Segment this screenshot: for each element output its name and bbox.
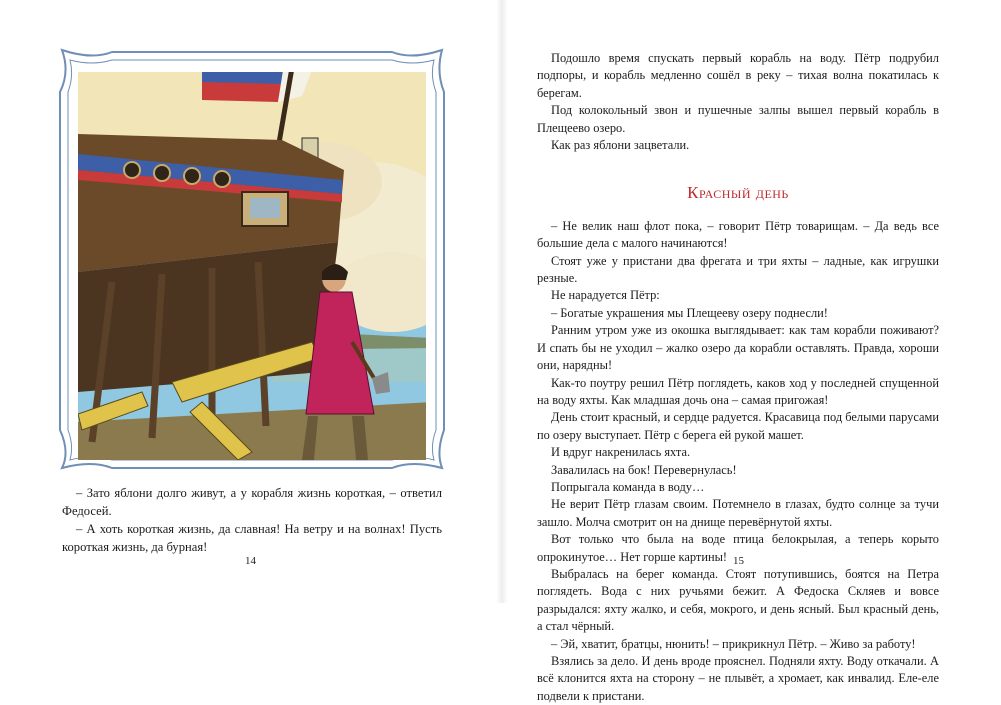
paragraph: Как-то поутру решил Пётр поглядеть, каков ход у последней спущенной на воду яхты. Как младшая дочь она – самая пригожая!	[537, 375, 939, 407]
page-number-left: 14	[245, 555, 256, 567]
paragraph: Вот только что была на воде птица белокрылая, а теперь корыто опрокинутое… Нет горше картины!	[537, 532, 939, 564]
paragraph: Взялись за дело. И день вроде прояснел. Подняли яхту. Воду откачали. А всё клонится яхта на сторону – не плывёт, а хромает, как инвалид. Еле-еле подвели к пристани.	[537, 654, 939, 703]
illustration-ship-launch	[52, 42, 452, 474]
paragraph: Ранним утром уже из окошка выглядывает: как там корабли поживают? И спать бы не уходил – жалко озеро да корабли оставлять. Правда, хороши они, нарядны!	[537, 323, 939, 373]
paragraph: День стоит красный, и сердце радуется. Красавица под белыми парусами по озеру выступает. Пётр с берега ей рукой машет.	[537, 410, 939, 442]
paragraph: Завалилась на бок! Перевернулась!	[551, 462, 737, 477]
paragraph: Стоят уже у пристани два фрегата и три яхты – ладные, как игрушки резные.	[537, 253, 939, 286]
page-number-right: 15	[733, 555, 744, 567]
chapter-heading: Красный день	[687, 183, 789, 203]
paragraph: – Богатые украшения мы Плещееву озеру поднесли!	[551, 305, 828, 320]
paragraph: – Эй, хватит, братцы, нюнить! – прикрикнул Пётр. – Живо за работу!	[551, 636, 916, 651]
paragraph: Подошло время спускать первый корабль на воду. Пётр подрубил подпоры, и корабль медленно сошёл в реку – тихая волна покатилась к берегам.	[537, 51, 939, 100]
paragraph: – Не велик наш флот пока, – говорит Пётр товарищам. – Да ведь все большие дела с малого начинаются!	[537, 218, 939, 251]
illustration-frame	[52, 42, 452, 474]
paragraph: Как раз яблони зацветали.	[551, 138, 690, 153]
paragraph: Попрыгала команда в воду…	[551, 479, 705, 494]
paragraph: Выбралась на берег команда. Стоят потупившись, боятся на Петра поглядеть. Вода с них ручьями бежит. А Федоска Скляев и вовсе разрыдался: яхту жалко, и себя, мокрого, и день ясный. Был красный день, а стал чёрный.	[537, 566, 939, 634]
paragraph: Не нарадуется Пётр:	[551, 288, 660, 303]
caption-paragraph: – А хоть короткая жизнь, да славная! На ветру и на волнах! Пусть короткая жизнь, да бурная!	[62, 522, 442, 554]
caption-paragraph: – Зато яблони долго живут, а у корабля жизнь короткая, – ответил Федосей.	[62, 486, 442, 518]
caption-text	[62, 484, 442, 556]
paragraph: И вдруг накренилась яхта.	[551, 445, 691, 460]
right-page-text	[537, 50, 939, 705]
paragraph: Под колокольный звон и пушечные залпы вышел первый корабль в Плещеево озеро.	[537, 103, 939, 135]
book-gutter	[496, 0, 508, 603]
paragraph: Не верит Пётр глазам своим. Потемнело в глазах, будто солнце за тучи зашло. Молча смотрит он на днище перевёрнутой яхты.	[537, 497, 939, 529]
